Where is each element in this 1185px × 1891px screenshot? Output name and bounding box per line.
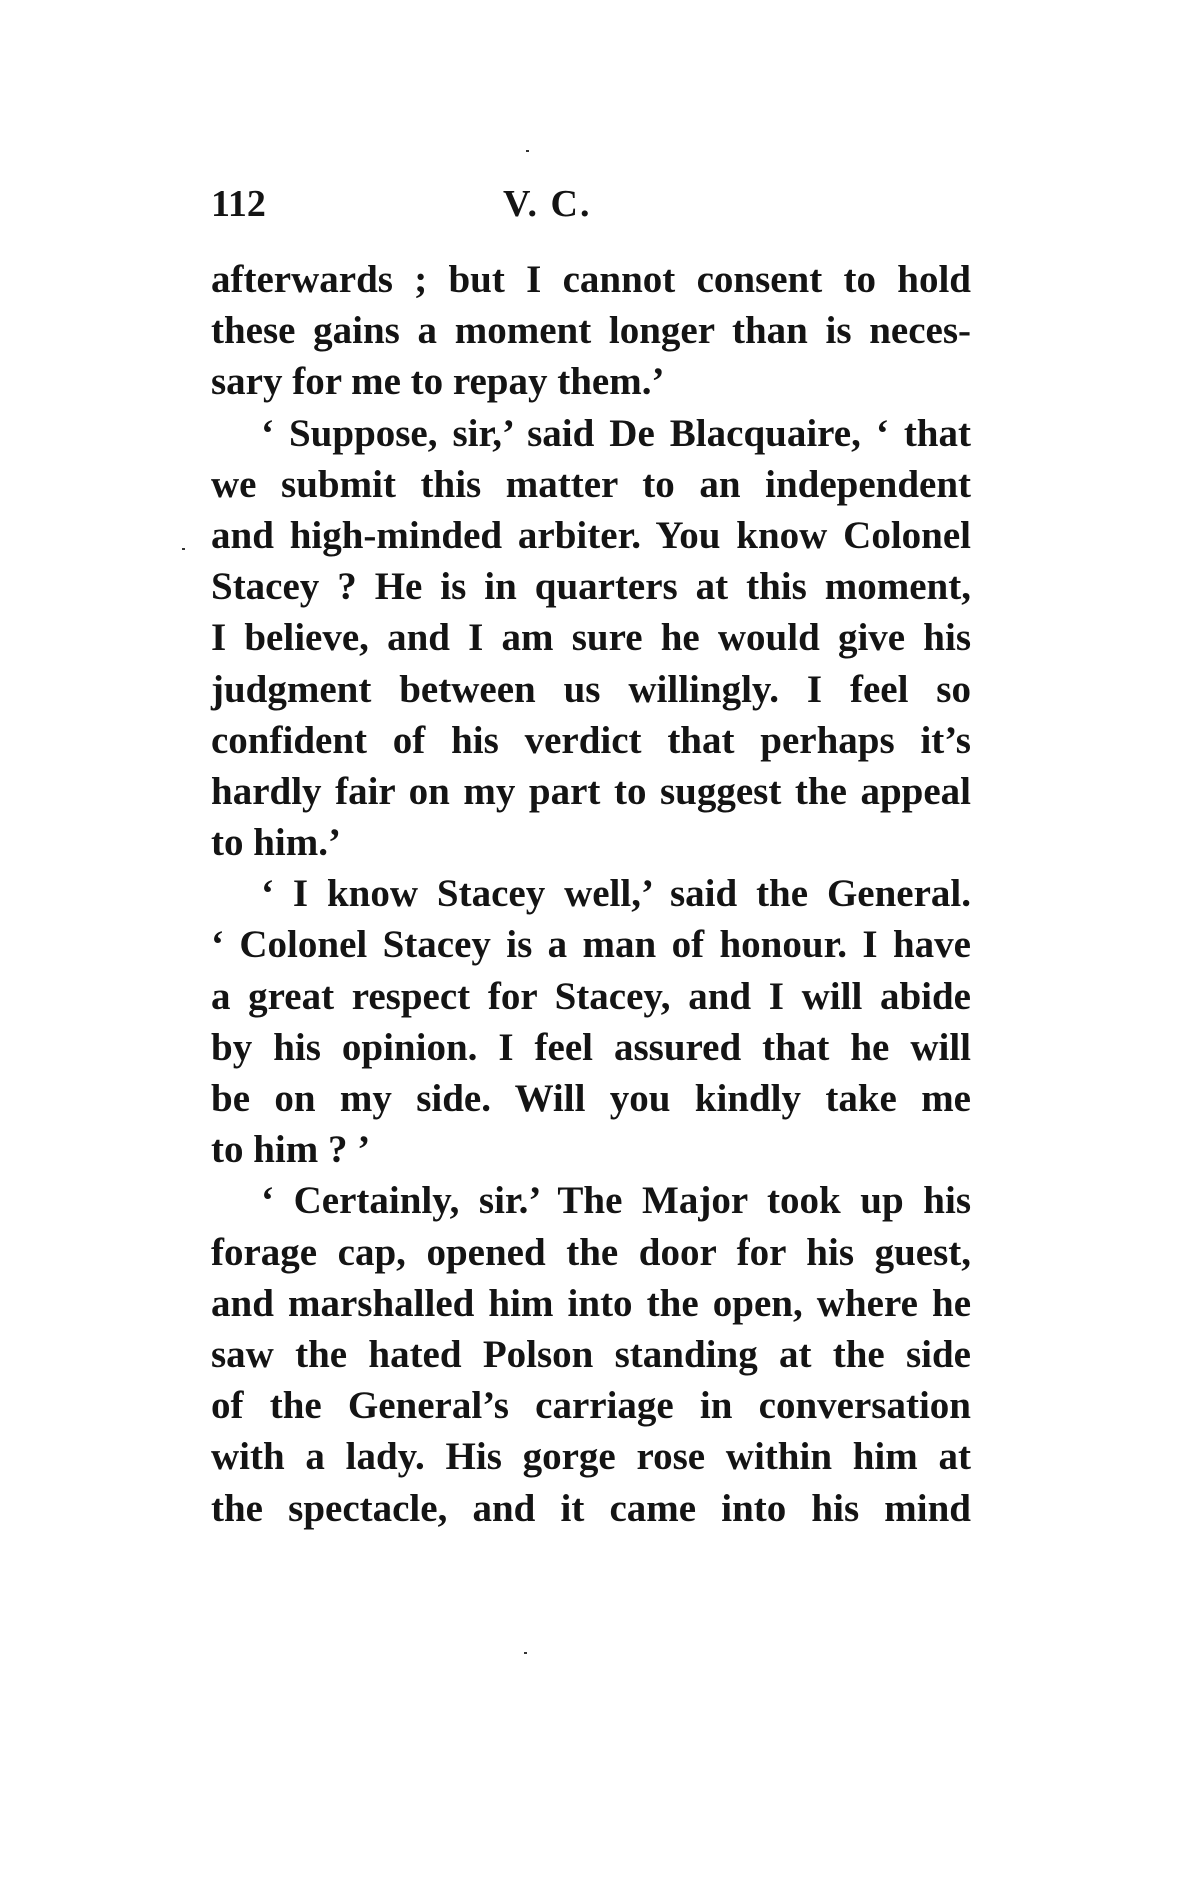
text-line: forage cap, opened the door for his guest, xyxy=(211,1230,971,1274)
text-line: to him.’ xyxy=(211,821,341,865)
text-line: I believe, and I am sure he would give his xyxy=(211,616,971,660)
running-title: V. C. xyxy=(503,183,592,225)
text-line: and marshalled him into the open, where he xyxy=(211,1281,971,1325)
text-line: ‘ I know Stacey well,’ said the General. xyxy=(261,872,971,916)
text-line: with a lady. His gorge rose within him at xyxy=(211,1435,971,1479)
scan-speck xyxy=(182,548,185,550)
text-line: the spectacle, and it came into his mind xyxy=(211,1486,971,1530)
text-line: a great respect for Stacey, and I will abide xyxy=(211,974,971,1018)
body-text xyxy=(211,254,971,1534)
text-line: hardly fair on my part to suggest the appeal xyxy=(211,769,971,813)
text-line: ‘ Certainly, sir.’ The Major took up his xyxy=(261,1179,971,1223)
text-line: be on my side. Will you kindly take me xyxy=(211,1077,971,1120)
text-line: ‘ Suppose, sir,’ said De Blacquaire, ‘ that xyxy=(261,411,971,455)
page-number: 112 xyxy=(211,183,266,225)
scan-speck xyxy=(526,150,529,152)
text-line: afterwards ; but I cannot consent to hold xyxy=(211,258,971,301)
text-line: and high-minded arbiter. You know Colonel xyxy=(211,513,971,557)
text-line: confident of his verdict that perhaps it’s xyxy=(211,718,971,762)
text-line: by his opinion. I feel assured that he will xyxy=(211,1025,971,1069)
page-header xyxy=(211,182,971,232)
text-line: we submit this matter to an independent xyxy=(211,462,971,506)
text-line: of the General’s carriage in conversation xyxy=(211,1384,971,1428)
text-line: to him ? ’ xyxy=(211,1128,371,1172)
text-line: Stacey ? He is in quarters at this moment, xyxy=(211,565,971,609)
text-line: these gains a moment longer than is neces- xyxy=(211,309,971,353)
text-line: judgment between us willingly. I feel so xyxy=(211,667,971,711)
text-line: sary for me to repay them.’ xyxy=(211,360,665,404)
scan-speck xyxy=(524,1652,527,1654)
text-line: saw the hated Polson standing at the side xyxy=(211,1332,971,1376)
text-line: ‘ Colonel Stacey is a man of honour. I have xyxy=(211,923,971,967)
